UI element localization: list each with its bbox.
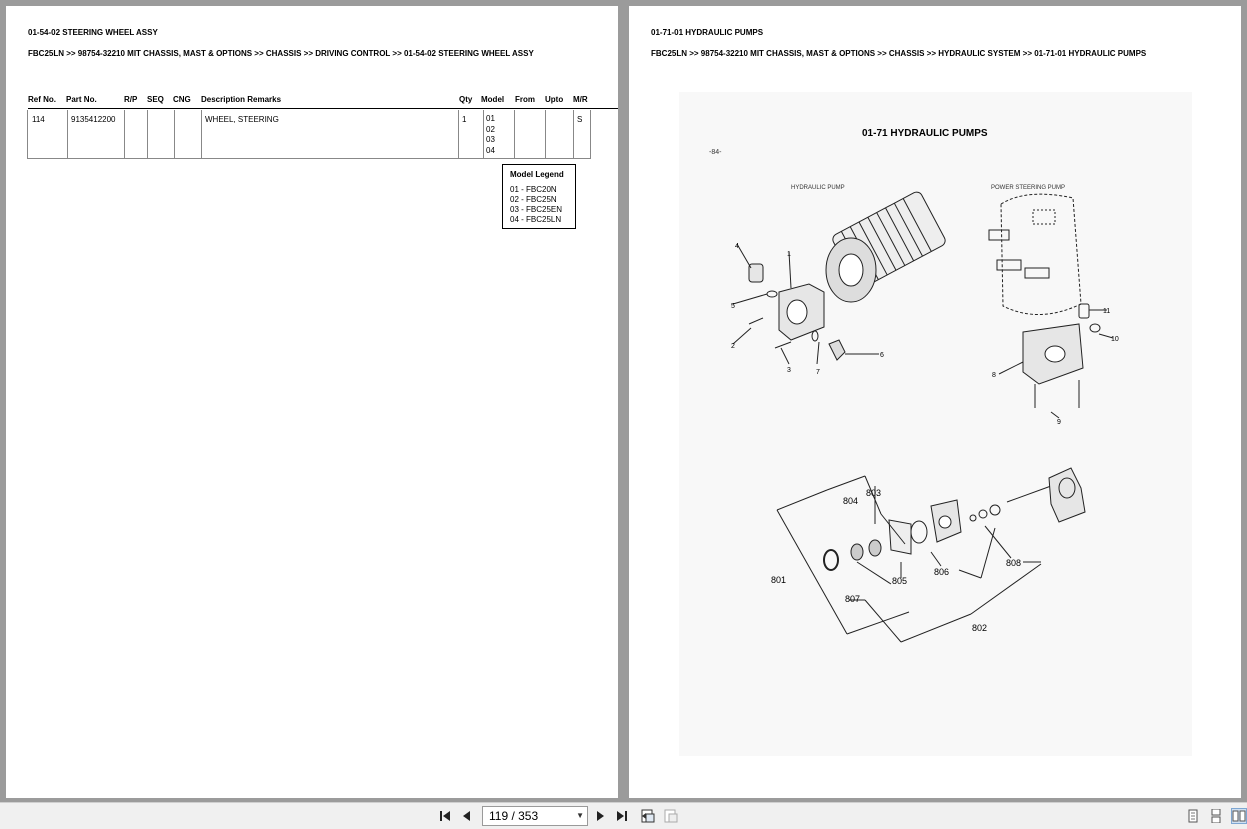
model-legend [502,164,576,229]
column-divider [545,110,546,158]
column-divider [124,110,125,158]
col-rp: R/P [124,95,138,104]
page-title: 01-54-02 STEERING WHEEL ASSY [28,28,158,37]
legend-item: 01 - FBC20N [510,185,557,194]
callout-806: 806 [934,567,950,577]
callout-801: 801 [771,575,787,585]
power-steering-pump-label: POWER STEERING PUMP [991,185,1066,191]
breadcrumb: FBC25LN >> 98754-32210 MIT CHASSIS, MAST & OPTIONS >> CHASSIS >> DRIVING CONTROL >> 01-54-02 STEERING WHEEL ASSY [28,49,534,58]
cell-ref-no: 114 [32,115,45,124]
column-divider [458,110,459,158]
callout-5: 5 [731,303,735,310]
callout-4: 4 [735,243,739,250]
header-rule [28,108,618,109]
callout-2: 2 [731,343,735,350]
column-divider [483,110,484,158]
callout-804: 804 [843,496,859,506]
single-page-view-icon[interactable] [1186,809,1200,823]
callout-802: 802 [972,623,988,633]
callout-1: 1 [787,251,791,258]
column-divider [514,110,515,158]
hydraulic-pump-label: HYDRAULIC PUMP [791,185,845,191]
col-cng: CNG [173,95,191,104]
last-page-icon[interactable] [614,808,630,824]
pump-assembly-exploded-drawing [777,468,1085,642]
facing-pages-view-icon[interactable] [1231,808,1247,824]
cell-qty: 1 [462,115,467,124]
power-steering-pump-drawing [989,194,1113,418]
page-indicator: 119 / 353 [489,809,539,823]
prev-page-icon[interactable] [459,808,475,824]
callout-808: 808 [1006,558,1022,568]
column-divider [573,110,574,158]
column-divider [174,110,175,158]
col-mr: M/R [573,95,588,104]
callout-805: 805 [892,576,908,586]
column-divider [201,110,202,158]
left-page [6,6,618,798]
callout-3: 3 [787,367,791,374]
callout-807: 807 [845,594,861,604]
model-code: 02 [486,124,495,134]
continuous-view-icon[interactable] [1209,809,1223,823]
diagram-title: 01-71 HYDRAULIC PUMPS [862,128,988,139]
col-ref-no: Ref No. [28,95,56,104]
callout-6: 6 [880,352,884,359]
col-upto: Upto [545,95,564,104]
cell-models [486,114,495,156]
col-qty: Qty [459,95,473,104]
hydraulic-pump-motor-drawing [733,190,947,364]
table-row [27,110,591,159]
callout-7: 7 [816,369,820,376]
callout-9: 9 [1057,419,1061,426]
breadcrumb: FBC25LN >> 98754-32210 MIT CHASSIS, MAST & OPTIONS >> CHASSIS >> HYDRAULIC SYSTEM >> 01-71-01 HYDRAULIC PUMPS [651,49,1147,58]
model-code: 01 [486,114,495,123]
chevron-down-icon: ▼ [576,811,584,820]
legend-item: 02 - FBC25N [510,195,557,204]
cell-mr: S [577,115,583,124]
page-mark: -84- [709,149,722,156]
callout-803: 803 [866,488,882,498]
page-title: 01-71-01 HYDRAULIC PUMPS [651,28,764,37]
col-from: From [515,95,535,104]
col-part-no: Part No. [66,95,97,104]
col-seq: SEQ [147,95,164,104]
first-page-icon[interactable] [437,808,453,824]
next-view-icon[interactable] [663,808,679,824]
next-page-icon[interactable] [592,808,608,824]
column-divider [67,110,68,158]
cell-part-no: 9135412200 [71,115,116,124]
model-code: 03 [486,135,495,144]
legend-title: Model Legend [510,170,564,179]
callout-8: 8 [992,372,996,379]
cell-description: WHEEL, STEERING [205,115,279,124]
parts-diagram [679,92,1192,756]
right-page [629,6,1241,798]
column-divider [147,110,148,158]
model-code: 04 [486,145,495,155]
callout-10: 10 [1111,336,1119,343]
col-model: Model [481,95,505,104]
viewer-toolbar [0,802,1247,829]
callout-11: 11 [1103,308,1111,315]
previous-view-icon[interactable] [640,808,656,824]
legend-item: 04 - FBC25LN [510,215,562,224]
legend-item: 03 - FBC25EN [510,205,563,214]
page-number-select[interactable] [482,806,588,826]
col-description: Description Remarks [201,95,282,104]
